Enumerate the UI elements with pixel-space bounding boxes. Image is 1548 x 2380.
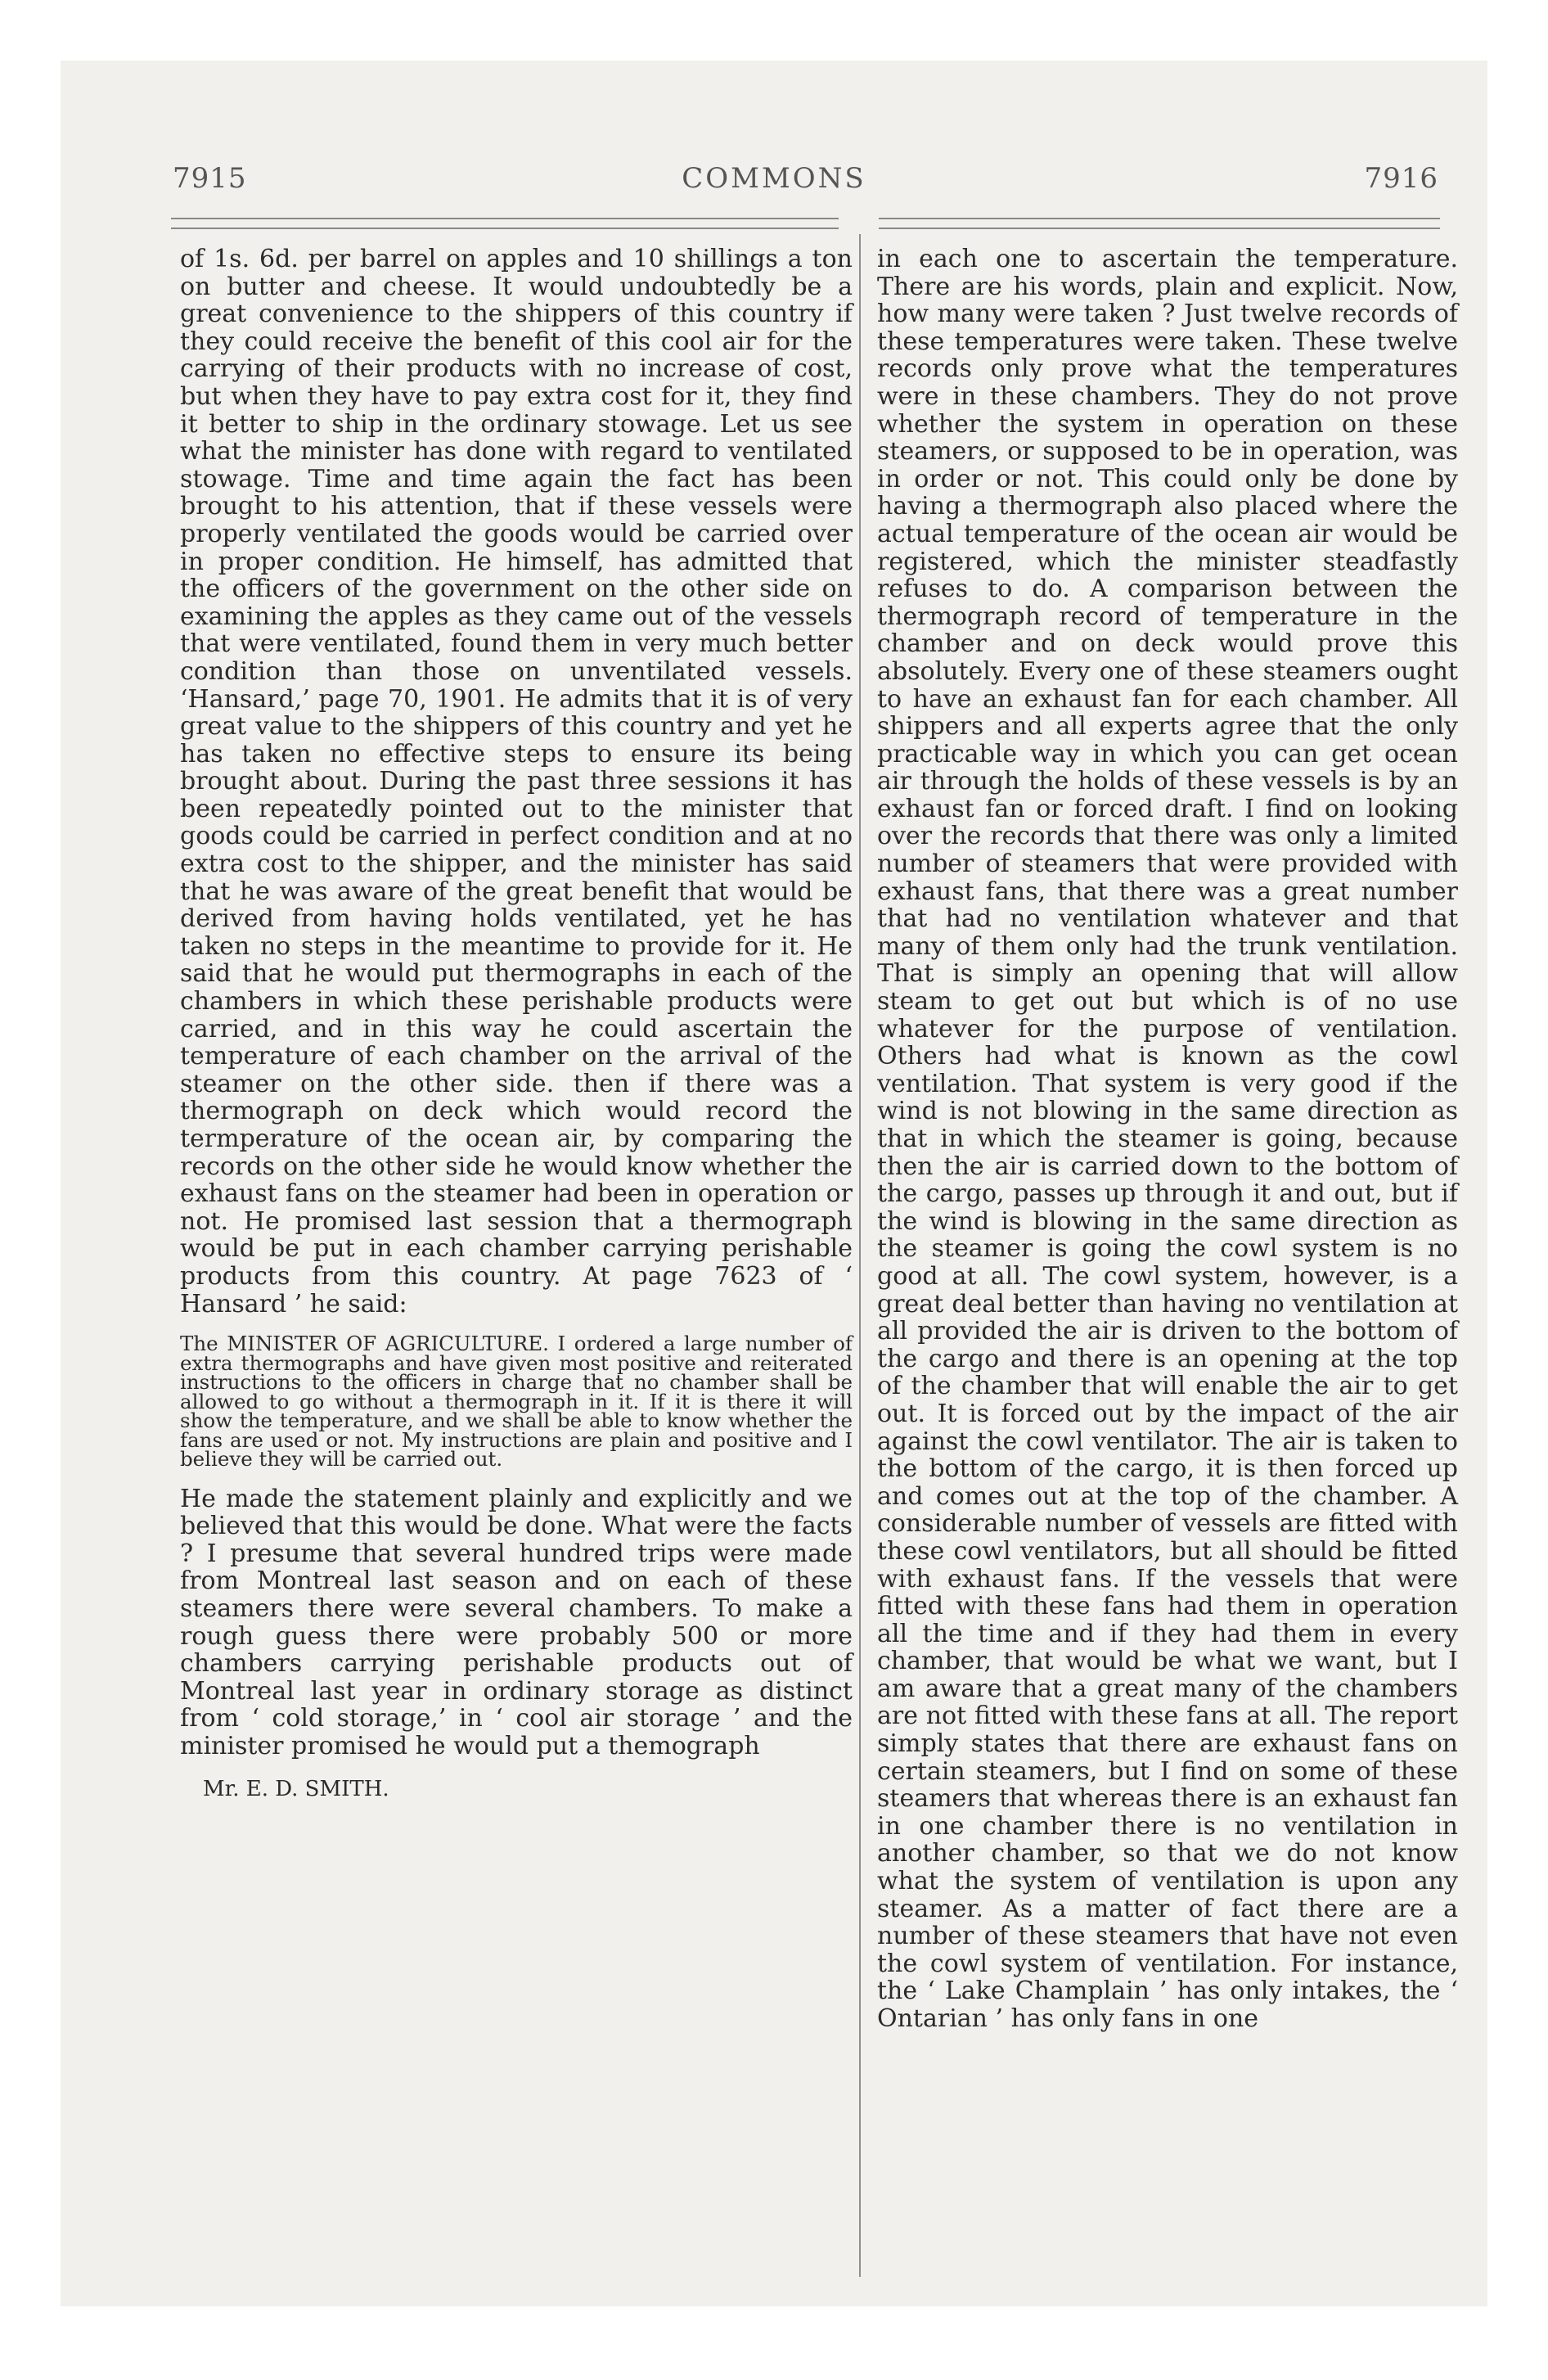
right-paragraph-1: in each one to ascertain the temperature. There are his words, plain and explicit. Now, how many were taken ? Just twelve records of these temperatures were taken. These twelve records only prove what the temperatures were in these chambers. They do not prove whether the system in operation on these steamers, or supposed to be in operation, was in order or not. This could only be done by having a thermograph also placed where the actual temperature of the ocean air would be registered, which the minister steadfastly refuses to do. A comparison between the thermograph record of temperature in the chamber and on deck would prove this absolutely. Every one of these steamers ought to have an exhaust fan for each chamber. All shippers and all experts agree that the only practicable way in which you can get ocean air through the holds of these vessels is by an exhaust fan or forced draft. I find on looking over the records that there was only a limited number of steamers that were provided with exhaust fans, that there was a great number that had no ventilation whatever and that many of them only had the trunk ventilation. That is simply an opening that will allow steam to get out but which is of no use whatever for the purpose of ventilation. Others had what is known as the cowl ventilation. That system is very good if the wind is not blowing in the same direction as that in which the steamer is going, because then the air is carried down to the bottom of the cargo, passes up through it and out, but if the wind is blowing in the same direction as the steamer is going the cowl system is no good at all. The cowl system, however, is a great deal better than having no ventilation at all provided the air is driven to the bottom of the cargo and there is an opening at the top of the chamber that will enable the air to get out. It is forced out by the impact of the air against the cowl ventilator. The air is taken to the bottom of the cargo, it is then forced up and comes out at the top of the chamber. A considerable number of vessels are fitted with these cowl ventilators, but all should be fitted with exhaust fans. If the vessels that were fitted with these fans had them in operation all the time and if they had them in every chamber, that would be what we want, but I am aware that a great many of the chambers are not fitted with these fans at all. The report simply states that there are exhaust fans on certain steamers, but I find on some of these steamers that whereas there is an exhaust fan in one chamber there is no ventilation in another chamber, so that we do not know what the system of ventilation is upon any steamer. As a matter of fact there are a number of these steamers that have not even the cowl system of ventilation. For instance, the ‘ Lake Champlain ’ has only intakes, the ‘ Ontarian ’ has only fans in one bbox=[877, 245, 1458, 2033]
header-rule-right bbox=[879, 218, 1440, 229]
left-paragraph-1: of 1s. 6d. per barrel on apples and 10 shillings a ton on butter and cheese. It would undoubtedly be a great convenience to the shippers of this country if they could receive the benefit of this cool air for the carrying of their products with no increase of cost, but when they have to pay extra cost for it, they find it better to ship in the ordinary stowage. Let us see what the minister has done with regard to ventilated stowage. Time and time again the fact has been brought to his attention, that if these vessels were properly ventilated the goods would be carried over in proper condition. He himself, has admitted that the officers of the government on the other side on examining the apples as they came out of the vessels that were ventilated, found them in very much better condition than those on unventilated vessels. ‘Hansard,’ page 70, 1901. He admits that it is of very great value to the shippers of this country and yet he has taken no effective steps to ensure its being brought about. During the past three sessions it has been repeatedly pointed out to the minister that goods could be carried in perfect condition and at no extra cost to the shipper, and the minister has said that he was aware of the great benefit that would be derived from having holds ventilated, yet he has taken no steps in the meantime to provide for it. He said that he would put thermographs in each of the chambers in which these perishable products were carried, and in this way he could ascertain the temperature of each chamber on the arrival of the steamer on the other side. then if there was a thermograph on deck which would record the termperature of the ocean air, by comparing the records on the other side he would know whether the exhaust fans on the steamer had been in operation or not. He promised last session that a thermograph would be put in each chamber carrying perishable products from this country. At page 7623 of ‘ Hansard ’ he said: bbox=[180, 245, 853, 1318]
page-title: COMMONS bbox=[682, 162, 866, 195]
page-number-right: 7916 bbox=[1364, 162, 1438, 195]
left-column bbox=[180, 246, 853, 1801]
header-rule-left bbox=[171, 218, 839, 229]
page-number-left: 7915 bbox=[173, 162, 247, 195]
left-paragraph-2: He made the statement plainly and explicitly and we believed that this would be done. What were the facts ? I presume that several hundred trips were made from Montreal last season and on each of these steamers there were several chambers. To make a rough guess there were probably 500 or more chambers carrying perishable products out of Montreal last year in ordinary storage as distinct from ‘ cold storage,’ in ‘ cool air storage ’ and the minister promised he would put a themograph bbox=[180, 1484, 853, 1760]
column-divider bbox=[859, 234, 861, 2277]
scanned-page bbox=[61, 61, 1487, 2306]
page-header bbox=[61, 162, 1487, 211]
right-column bbox=[877, 246, 1458, 2033]
speaker-signature: Mr. E. D. SMITH. bbox=[203, 1776, 389, 1801]
minister-quote: The MINISTER OF AGRICULTURE. I ordered a large number of extra thermographs and have given most positive and reiterated instructions to the officers in charge that no chamber shall be allowed to go without a thermograph in it. If it is there it will show the temperature, and we shall be able to know whether the fans are used or not. My instructions are plain and positive and I believe they will be carried out. bbox=[180, 1332, 853, 1472]
